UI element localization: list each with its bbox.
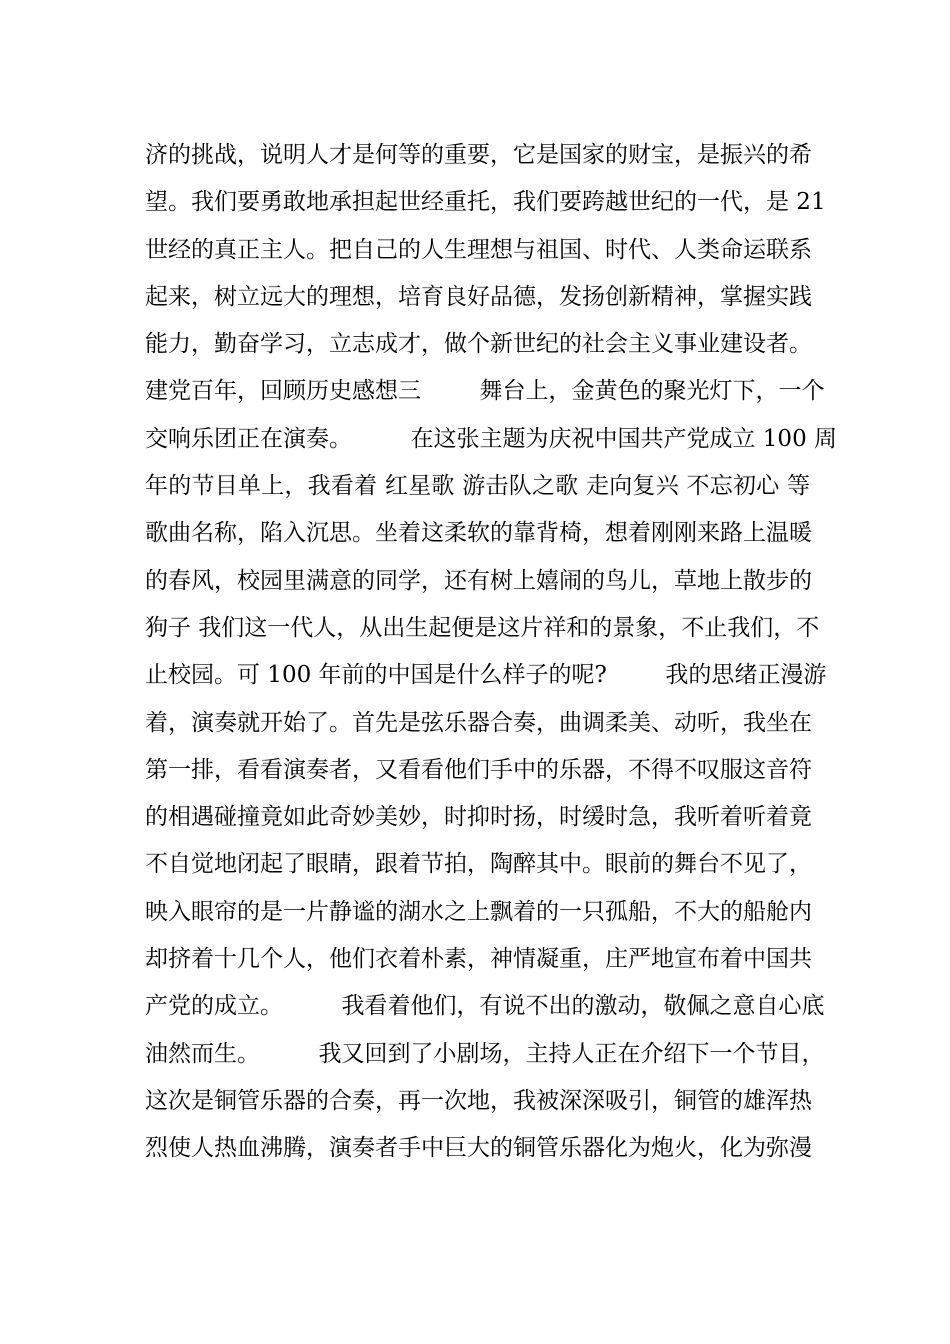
text-line: 歌曲名称，陷入沉思。坐着这柔软的靠背椅，想着刚刚来路上温暖 bbox=[145, 520, 812, 547]
body-text bbox=[145, 132, 838, 1173]
text-line: 不自觉地闭起了眼睛，跟着节拍，陶醉其中。眼前的舞台不见了， bbox=[145, 851, 812, 878]
text-line: 狗子 我们这一代人，从出生起便是这片祥和的景象，不止我们，不 bbox=[145, 614, 820, 641]
text-line: 着，演奏就开始了。首先是弦乐器合奏，曲调柔美、动听，我坐在 bbox=[145, 709, 812, 736]
text-line: 映入眼帘的是一片静谧的湖水之上飘着的一只孤船，不大的船舱内 bbox=[145, 898, 812, 925]
text-line: 产党的成立。 我看着他们，有说不出的激动，敬佩之意自心底 bbox=[145, 993, 825, 1020]
text-line: 望。我们要勇敢地承担起世经重托，我们要跨越世纪的一代，是 21 bbox=[145, 189, 826, 216]
text-line: 的春风，校园里满意的同学，还有树上嬉闹的鸟儿，草地上散步的 bbox=[145, 567, 812, 594]
text-line: 济的挑战，说明人才是何等的重要，它是国家的财宝，是振兴的希 bbox=[145, 142, 812, 168]
text-line: 止校园。可 100 年前的中国是什么样子的呢? 我的思绪正漫游 bbox=[145, 662, 827, 689]
text-line: 能力，勤奋学习，立志成才，做个新世纪的社会主义事业建设者。 bbox=[145, 331, 812, 358]
text-line: 起来，树立远大的理想，培育良好品德，发扬创新精神，掌握实践 bbox=[145, 283, 812, 310]
text-line: 烈使人热血沸腾，演奏者手中巨大的铜管乐器化为炮火，化为弥漫 bbox=[145, 1135, 812, 1162]
text-line: 却挤着十几个人，他们衣着朴素，神情凝重，庄严地宣布着中国共 bbox=[145, 946, 812, 973]
text-line: 年的节目单上，我看着 红星歌 游击队之歌 走向复兴 不忘初心 等 bbox=[145, 473, 810, 500]
text-line: 这次是铜管乐器的合奏，再一次地，我被深深吸引，铜管的雄浑热 bbox=[145, 1087, 812, 1114]
text-line: 交响乐团正在演奏。 在这张主题为庆祝中国共产党成立 100 周 bbox=[145, 425, 838, 452]
text-line: 的相遇碰撞竟如此奇妙美妙，时抑时扬，时缓时急，我听着听着竟 bbox=[145, 804, 812, 831]
text-line: 世经的真正主人。把自己的人生理想与祖国、时代、人类命运联系 bbox=[145, 236, 812, 263]
text-line: 建党百年，回顾历史感想三 舞台上，金黄色的聚光灯下，一个 bbox=[145, 378, 825, 405]
text-line: 油然而生。 我又回到了小剧场，主持人正在介绍下一个节目， bbox=[145, 1040, 825, 1067]
text-line: 第一排，看看演奏者，又看看他们手中的乐器，不得不叹服这音符 bbox=[145, 756, 812, 783]
